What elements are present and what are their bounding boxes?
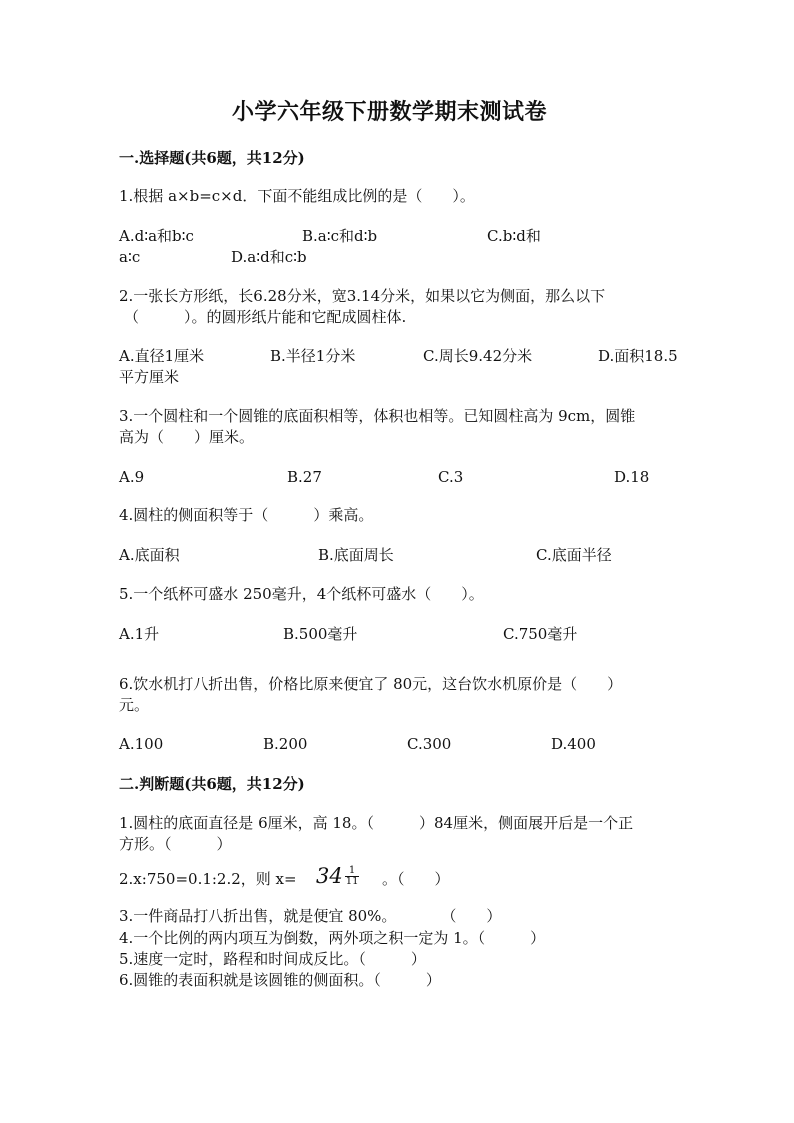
q6-option-d[interactable]: D.400	[551, 735, 596, 753]
fraction-whole: 34	[316, 864, 343, 888]
q4-option-c[interactable]: C.底面半径	[536, 546, 612, 564]
q1-option-a[interactable]: A.d∶a和b∶c	[119, 227, 194, 245]
question-4-stem: 4.圆柱的侧面积等于（ ）乘高。	[119, 506, 374, 524]
section-heading-judge: 二.判断题(共6题，共12分)	[119, 775, 305, 793]
question-3-stem-line2: 高为（ ）厘米。	[119, 428, 255, 446]
judge-6: 6.圆锥的表面积就是该圆锥的侧面积。（ ）	[119, 971, 441, 989]
question-2-stem-line2: （ ）。的圆形纸片能和它配成圆柱体.	[124, 308, 407, 326]
judge-3: 3.一件商品打八折出售，就是便宜 80%。 （ ）	[119, 907, 502, 925]
question-3-stem-line1: 3.一个圆柱和一个圆锥的底面积相等，体积也相等。已知圆柱高为 9cm，圆锥	[119, 407, 636, 425]
q5-option-c[interactable]: C.750毫升	[503, 625, 578, 643]
fraction-numerator: 1	[345, 866, 360, 877]
question-6-stem-line1: 6.饮水机打八折出售，价格比原来便宜了 80元，这台饮水机原价是（ ）	[119, 675, 623, 693]
q4-option-a[interactable]: A.底面积	[119, 546, 180, 564]
question-1-stem: 1.根据 a×b=c×d．下面不能组成比例的是（ ）。	[119, 187, 475, 205]
q1-option-b[interactable]: B.a∶c和d∶b	[302, 227, 378, 245]
q5-option-a[interactable]: A.1升	[119, 625, 160, 643]
judge-5: 5.速度一定时，路程和时间成反比。（ ）	[119, 950, 426, 968]
judge-1-line2: 方形。（ ）	[119, 835, 232, 853]
question-6-stem-line2: 元。	[119, 696, 150, 714]
q6-option-a[interactable]: A.100	[119, 735, 164, 753]
judge-1-line1: 1.圆柱的底面直径是 6厘米，高 18。（ ）84厘米，侧面展开后是一个正	[119, 814, 634, 832]
q6-option-c[interactable]: C.300	[407, 735, 452, 753]
fraction-denominator: 11	[345, 875, 359, 887]
q3-option-a[interactable]: A.9	[119, 468, 145, 486]
q2-option-d[interactable]: D.面积18.5	[598, 347, 678, 365]
question-5-stem: 5.一个纸杯可盛水 250毫升，4个纸杯可盛水（ ）。	[119, 585, 484, 603]
q1-option-c-cont: a∶c	[119, 248, 141, 266]
q6-option-b[interactable]: B.200	[263, 735, 308, 753]
judge-2-after: 。（ ）	[382, 870, 450, 888]
q3-option-c[interactable]: C.3	[438, 468, 464, 486]
judge-2-before: 2.x:750=0.1:2.2，则 x=	[119, 870, 297, 888]
q1-option-d[interactable]: D.a∶d和c∶b	[231, 248, 307, 266]
q3-option-b[interactable]: B.27	[287, 468, 322, 486]
q5-option-b[interactable]: B.500毫升	[283, 625, 358, 643]
question-2-stem-line1: 2.一张长方形纸，长6.28分米，宽3.14分米，如果以它为侧面，那么以下	[119, 287, 606, 305]
q3-option-d[interactable]: D.18	[614, 468, 650, 486]
section-heading-choice: 一.选择题(共6题，共12分)	[119, 149, 305, 167]
fraction-part	[345, 866, 360, 887]
q2-option-a[interactable]: A.直径1厘米	[119, 347, 205, 365]
page-title: 小学六年级下册数学期末测试卷	[232, 99, 548, 125]
q2-option-d-cont: 平方厘米	[119, 368, 180, 386]
q4-option-b[interactable]: B.底面周长	[318, 546, 394, 564]
q2-option-b[interactable]: B.半径1分米	[270, 347, 356, 365]
q1-option-c[interactable]: C.b∶d和	[487, 227, 541, 245]
mixed-fraction	[316, 864, 359, 888]
judge-4: 4.一个比例的两内项互为倒数，两外项之积一定为 1。（ ）	[119, 929, 546, 947]
q2-option-c[interactable]: C.周长9.42分米	[423, 347, 533, 365]
